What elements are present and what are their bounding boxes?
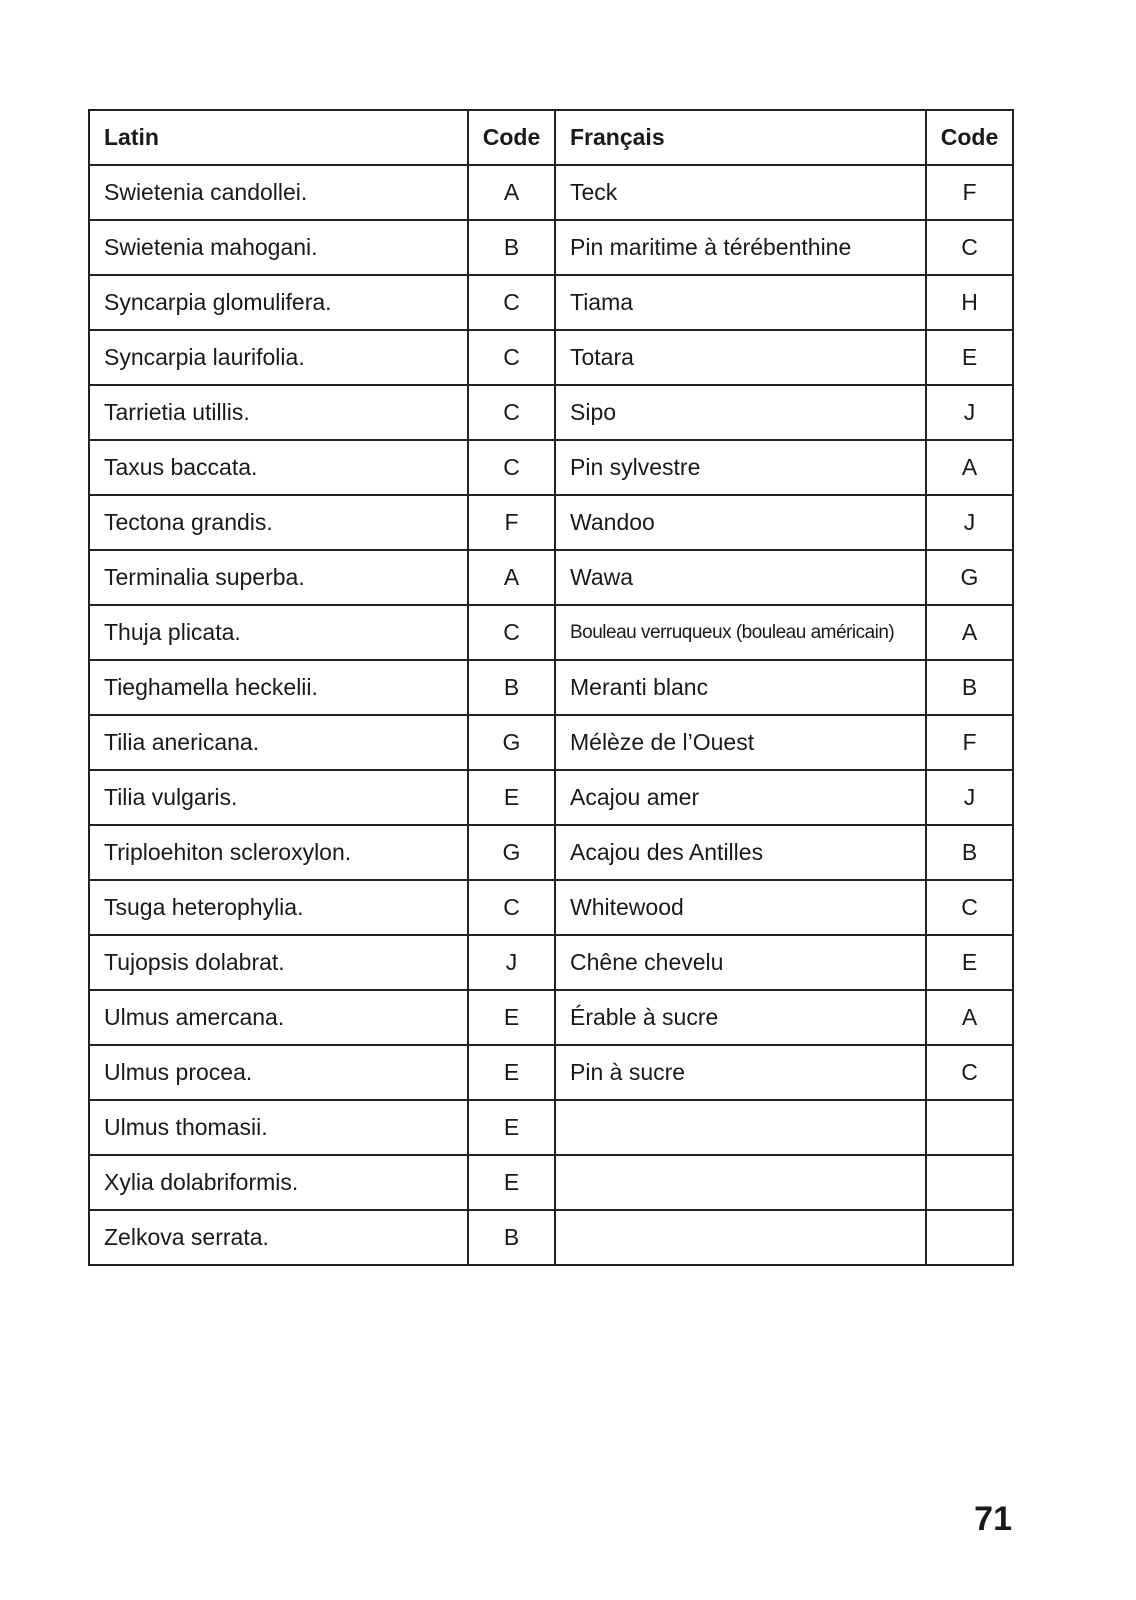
table-row <box>89 1045 1013 1100</box>
cell-french: Pin maritime à térébenthine <box>555 220 926 275</box>
cell-french-code <box>926 1100 1013 1155</box>
table-row <box>89 330 1013 385</box>
table-body <box>89 165 1013 1265</box>
cell-latin-code: B <box>468 220 555 275</box>
cell-latin: Tilia vulgaris. <box>89 770 468 825</box>
cell-french <box>555 1100 926 1155</box>
table-header-row <box>89 110 1013 165</box>
table-row <box>89 550 1013 605</box>
cell-latin: Ulmus thomasii. <box>89 1100 468 1155</box>
cell-latin: Ulmus amercana. <box>89 990 468 1045</box>
cell-latin: Tarrietia utillis. <box>89 385 468 440</box>
table-row <box>89 770 1013 825</box>
cell-french-code: J <box>926 495 1013 550</box>
table-row <box>89 495 1013 550</box>
table-row <box>89 660 1013 715</box>
table-row <box>89 440 1013 495</box>
header-french: Français <box>555 110 926 165</box>
cell-french: Bouleau verruqueux (bouleau américain) <box>555 605 926 660</box>
cell-french-code: A <box>926 605 1013 660</box>
cell-latin-code: J <box>468 935 555 990</box>
cell-latin-code: C <box>468 275 555 330</box>
cell-latin: Swietenia mahogani. <box>89 220 468 275</box>
cell-latin: Tsuga heterophylia. <box>89 880 468 935</box>
cell-latin-code: G <box>468 825 555 880</box>
cell-latin: Tectona grandis. <box>89 495 468 550</box>
table-row <box>89 880 1013 935</box>
cell-french-code: F <box>926 715 1013 770</box>
cell-french: Teck <box>555 165 926 220</box>
table-row <box>89 1100 1013 1155</box>
cell-french-code <box>926 1155 1013 1210</box>
cell-french-code: H <box>926 275 1013 330</box>
cell-latin-code: E <box>468 1155 555 1210</box>
cell-latin-code: E <box>468 1045 555 1100</box>
cell-latin: Taxus baccata. <box>89 440 468 495</box>
cell-latin-code: C <box>468 880 555 935</box>
cell-french: Wawa <box>555 550 926 605</box>
cell-french: Pin à sucre <box>555 1045 926 1100</box>
cell-latin: Swietenia candollei. <box>89 165 468 220</box>
table-row <box>89 165 1013 220</box>
cell-french-code: A <box>926 990 1013 1045</box>
table-row <box>89 1210 1013 1265</box>
header-latin: Latin <box>89 110 468 165</box>
cell-french: Wandoo <box>555 495 926 550</box>
cell-latin: Xylia dolabriformis. <box>89 1155 468 1210</box>
table-row <box>89 220 1013 275</box>
cell-french: Tiama <box>555 275 926 330</box>
cell-french: Meranti blanc <box>555 660 926 715</box>
cell-latin-code: C <box>468 605 555 660</box>
cell-french-code: B <box>926 660 1013 715</box>
cell-latin: Tilia anericana. <box>89 715 468 770</box>
cell-latin: Ulmus procea. <box>89 1045 468 1100</box>
cell-latin: Triploehiton scleroxylon. <box>89 825 468 880</box>
table-row <box>89 825 1013 880</box>
cell-latin: Terminalia superba. <box>89 550 468 605</box>
cell-french-code: A <box>926 440 1013 495</box>
cell-latin-code: B <box>468 1210 555 1265</box>
cell-latin-code: E <box>468 1100 555 1155</box>
table-row <box>89 605 1013 660</box>
cell-latin-code: C <box>468 330 555 385</box>
cell-latin: Tieghamella heckelii. <box>89 660 468 715</box>
cell-french: Acajou amer <box>555 770 926 825</box>
cell-french-code: B <box>926 825 1013 880</box>
cell-french-code: E <box>926 330 1013 385</box>
cell-french <box>555 1155 926 1210</box>
cell-french <box>555 1210 926 1265</box>
cell-french-code: C <box>926 220 1013 275</box>
cell-french-code: J <box>926 770 1013 825</box>
cell-french: Mélèze de l’Ouest <box>555 715 926 770</box>
cell-latin-code: B <box>468 660 555 715</box>
cell-french: Whitewood <box>555 880 926 935</box>
cell-french-code: E <box>926 935 1013 990</box>
cell-french: Sipo <box>555 385 926 440</box>
cell-french: Pin sylvestre <box>555 440 926 495</box>
table-row <box>89 715 1013 770</box>
cell-latin: Zelkova serrata. <box>89 1210 468 1265</box>
cell-latin-code: E <box>468 770 555 825</box>
cell-latin-code: A <box>468 165 555 220</box>
cell-latin: Syncarpia glomulifera. <box>89 275 468 330</box>
table-row <box>89 935 1013 990</box>
cell-french: Chêne chevelu <box>555 935 926 990</box>
cell-latin: Thuja plicata. <box>89 605 468 660</box>
cell-french-code: G <box>926 550 1013 605</box>
wood-code-table <box>88 109 1014 1266</box>
cell-latin-code: C <box>468 385 555 440</box>
table-row <box>89 385 1013 440</box>
cell-french-code: F <box>926 165 1013 220</box>
cell-french-code <box>926 1210 1013 1265</box>
header-latin-code: Code <box>468 110 555 165</box>
cell-french: Érable à sucre <box>555 990 926 1045</box>
cell-french: Acajou des Antilles <box>555 825 926 880</box>
cell-latin-code: C <box>468 440 555 495</box>
header-french-code: Code <box>926 110 1013 165</box>
cell-latin: Tujopsis dolabrat. <box>89 935 468 990</box>
cell-french-code: C <box>926 880 1013 935</box>
cell-latin-code: F <box>468 495 555 550</box>
table-row <box>89 990 1013 1045</box>
cell-french-code: C <box>926 1045 1013 1100</box>
cell-french-code: J <box>926 385 1013 440</box>
cell-latin-code: G <box>468 715 555 770</box>
cell-french: Totara <box>555 330 926 385</box>
cell-latin-code: E <box>468 990 555 1045</box>
table-row <box>89 1155 1013 1210</box>
cell-latin: Syncarpia laurifolia. <box>89 330 468 385</box>
cell-latin-code: A <box>468 550 555 605</box>
table-row <box>89 275 1013 330</box>
page-number: 71 <box>974 1500 1012 1538</box>
